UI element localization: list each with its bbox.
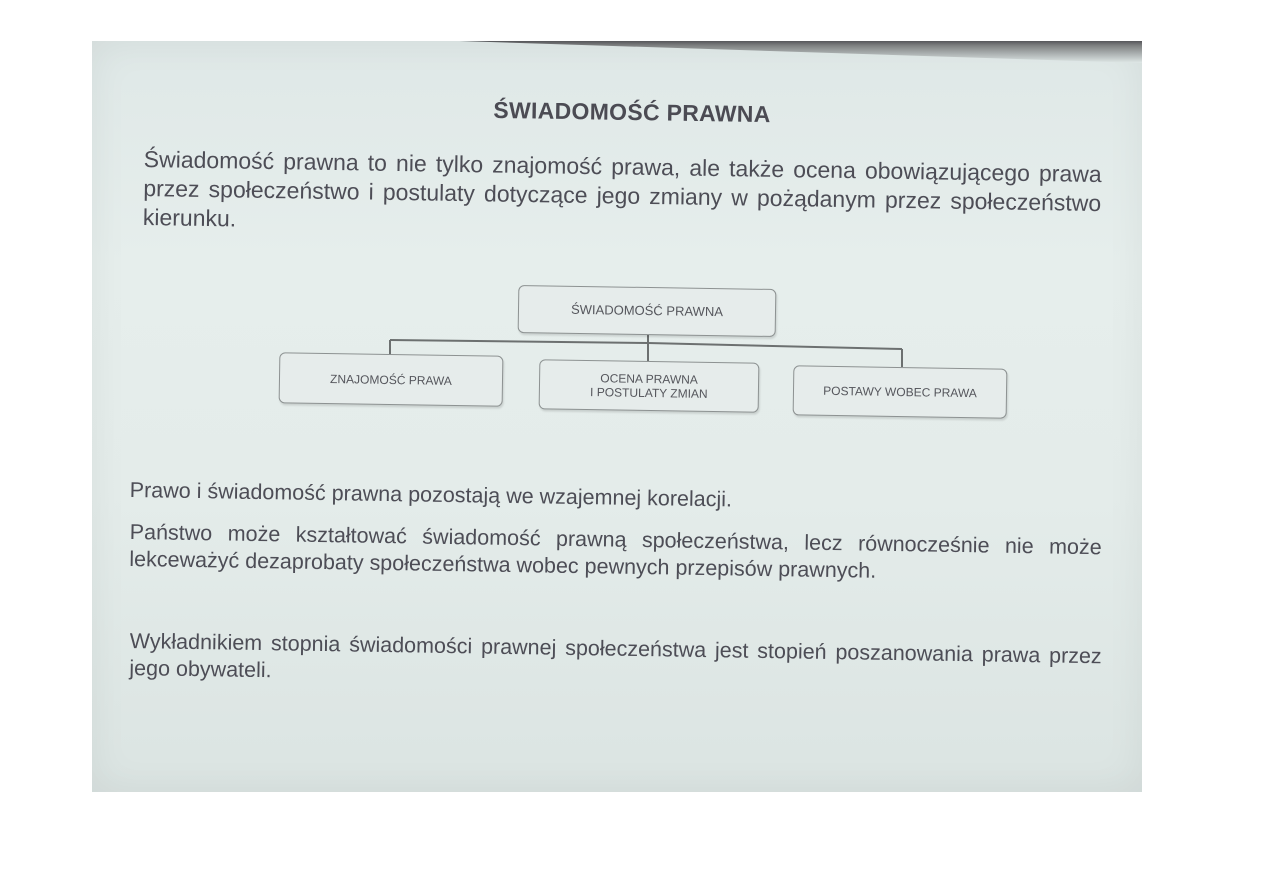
diagram-root-label: ŚWIADOMOŚĆ PRAWNA (570, 301, 724, 320)
connector-horizontal (390, 340, 902, 349)
diagram-box-label: POSTAWY WOBEC PRAWA (823, 383, 977, 401)
diagram-box-ocena (539, 359, 760, 412)
slide (92, 41, 1142, 792)
paragraph-correlation: Prawo i świadomość prawna pozostają we wzajemnej korelacji. (129, 477, 733, 512)
diagram-box-znajomosc (279, 352, 504, 407)
diagram-box-label-line2: I POSTULATY ZMIAN (589, 385, 708, 401)
diagram-box-label: ZNAJOMOŚĆ PRAWA (330, 371, 452, 388)
diagram-box-label-line1: OCENA PRAWNA (600, 371, 698, 387)
intro-paragraph: Świadomość prawna to nie tylko znajomość prawa, ale także ocena obowiązującego prawa przez społeczeństwo i postulaty dotyczące jego zmiany w pożądanym przez społeczeństwo kierunku. (142, 145, 1102, 232)
diagram-root-box (518, 285, 777, 337)
paragraph-state: Państwo może kształtować świadomość prawną społeczeństwa, lecz równocześnie nie może lekceważyć dezaprobaty społeczeństwa wobec pewnych przepisów prawnych. (129, 519, 1102, 583)
paragraph-indicator: Wykładnikiem stopnia świadomości prawnej społeczeństwa jest stopień poszanowania prawa przez jego obywateli. (129, 628, 1102, 683)
slide-title: ŚWIADOMOŚĆ PRAWNA (493, 96, 771, 128)
diagram-box-postawy (793, 365, 1008, 418)
